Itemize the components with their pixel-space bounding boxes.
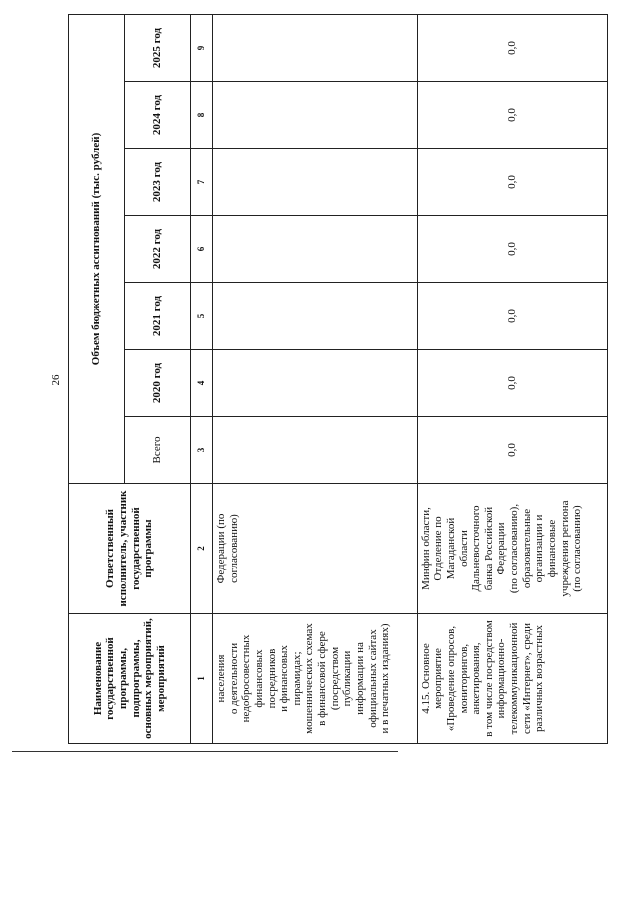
col-number: 6	[191, 216, 213, 283]
header-year-2021: 2021 год	[125, 283, 191, 350]
row-value-2022	[213, 216, 418, 283]
header-year-2025: 2025 год	[125, 15, 191, 82]
row-value-2021: 0,0	[417, 283, 607, 350]
row-value-2020: 0,0	[417, 350, 607, 417]
table-row	[213, 15, 418, 744]
row-value-2025	[213, 15, 418, 82]
col-number: 4	[191, 350, 213, 417]
col-number: 8	[191, 82, 213, 149]
row-name: населения о деятельности недобросовестных финансовых посредников и финансовых пирамидах; мошеннических схемах в финансовой сфере (посредством публикации информации на официальных сайтах и в печатных изданиях)	[213, 614, 418, 744]
header-budget-group: Объем бюджетных ассигнований (тыс. рублей)	[69, 15, 125, 484]
header-year-2022: 2022 год	[125, 216, 191, 283]
col-number: 3	[191, 417, 213, 484]
row-responsible: Минфин области, Отделение по Магаданской области Дальневосточного банка Российской Федерации (по согласованию), образовательные организации и финансовые учреждения региона (по согласованию)	[417, 484, 607, 614]
header-name: Наименование государственной программы, подпрограммы, основных мероприятий, мероприятий	[69, 614, 191, 744]
row-value-2024: 0,0	[417, 82, 607, 149]
col-number: 5	[191, 283, 213, 350]
row-value-total	[213, 417, 418, 484]
header-total: Всего	[125, 417, 191, 484]
budget-table-rotated	[68, 14, 608, 744]
row-value-2023: 0,0	[417, 149, 607, 216]
row-value-2023	[213, 149, 418, 216]
header-responsible: Ответственный исполнитель, участник государственной программы	[69, 484, 191, 614]
header-year-2024: 2024 год	[125, 82, 191, 149]
row-value-2020	[213, 350, 418, 417]
col-number: 7	[191, 149, 213, 216]
row-responsible: Федерации (по согласованию)	[213, 484, 418, 614]
header-year-2023: 2023 год	[125, 149, 191, 216]
row-value-2022: 0,0	[417, 216, 607, 283]
row-value-2024	[213, 82, 418, 149]
col-number: 1	[191, 614, 213, 744]
row-name: 4.15. Основное мероприятие «Проведение опросов, мониторингов, анкетирования, в том числе посредством информационно- телекоммуникационной сети «Интернет», среди различных возрастных	[417, 614, 607, 744]
col-number: 9	[191, 15, 213, 82]
page-number: 26	[50, 374, 62, 386]
header-year-2020: 2020 год	[125, 350, 191, 417]
row-value-total: 0,0	[417, 417, 607, 484]
col-number: 2	[191, 484, 213, 614]
row-value-2025: 0,0	[417, 15, 607, 82]
table-row	[417, 15, 607, 744]
budget-table	[68, 14, 608, 744]
row-value-2021	[213, 283, 418, 350]
footnote-rule	[12, 751, 398, 752]
